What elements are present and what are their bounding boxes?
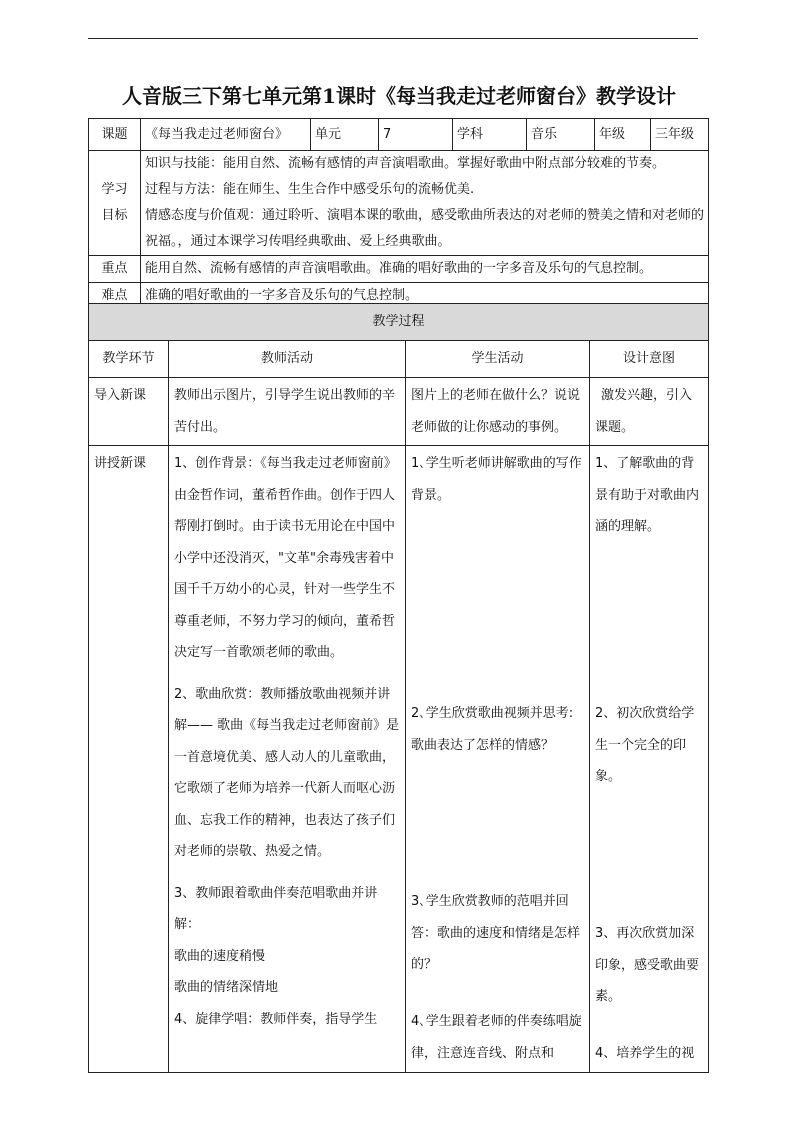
lecture-student: [406, 446, 590, 1073]
intent-block-3: [595, 918, 703, 1038]
teacher-step-1: 1、创作背景：《每当我走过老师窗前》由金哲作词，董希哲作曲。创作于四人帮刚打倒时。由于读书无用论在中国中小学中还没消灭，"文革"余毒残害着中国千千万幼小的心灵，针对一些学生不尊重老师，不努力学习的倾向，董希哲决定写一首歌颂老师的歌曲。: [174, 456, 397, 660]
header-rule: [88, 38, 698, 39]
lecture-teacher: [169, 446, 406, 1073]
student-block-2: [411, 698, 584, 886]
process-title: 教学过程: [89, 304, 709, 341]
intro-intent-text: 激发兴趣，引入课题。: [595, 388, 693, 435]
intro-row: [89, 378, 709, 446]
difficulty-text: 准确的唱好歌曲的一字多音及乐句的气息控制。: [141, 283, 709, 310]
goals-label-line-2: 目标: [101, 208, 128, 223]
lecture-row: [89, 446, 709, 1073]
header-student: 学生活动: [406, 341, 590, 378]
student-block-1: [411, 448, 584, 698]
intent-block-2: [595, 698, 703, 918]
intent-step-3: 3、再次欣赏加深印象，感受歌曲要素。: [595, 926, 700, 1004]
grade-value: 三年级: [651, 119, 709, 151]
info-table: [88, 118, 709, 310]
header-intent: 设计意图: [590, 341, 709, 378]
teacher-step-3a: 歌曲的速度稍慢: [174, 948, 266, 964]
intent-block-1: [595, 448, 703, 698]
intro-stage: 导入新课: [89, 378, 169, 446]
process-title-row: [89, 304, 709, 341]
key-label: 重点: [89, 256, 141, 283]
subject-value: 音乐: [527, 119, 595, 151]
teacher-step-3b: 歌曲的情绪深情地: [174, 980, 279, 995]
student-step-3: 3､学生欣赏教师的范唱并回答：歌曲的速度和情绪是怎样的？: [411, 894, 581, 972]
student-step-4: 4､学生跟着老师的伴奏练唱旋律，注意连音线、附点和: [411, 1014, 582, 1061]
header-stage: 教学环节: [89, 341, 169, 378]
intro-intent: [590, 378, 709, 446]
subject-label: 学科: [453, 119, 527, 151]
topic-label: 课题: [89, 119, 141, 151]
key-row: [89, 256, 709, 283]
unit-value: 7: [379, 119, 453, 151]
difficulty-label: 难点: [89, 283, 141, 310]
goal-knowledge: 知识与技能：能用自然、流畅有感情的声音演唱歌曲。掌握好歌曲中附点部分较难的节奏。: [145, 156, 666, 171]
lecture-intent: [590, 446, 709, 1073]
goals-label: [89, 151, 141, 256]
info-row: [89, 119, 709, 151]
header-teacher: 教师活动: [169, 341, 406, 378]
goals-row: [89, 151, 709, 256]
teacher-step-2: 2、歌曲欣赏：教师播放歌曲视频并讲解—— 歌曲《每当我走过老师窗前》是一首意境优美、感人动人的儿童歌曲，它歌颂了老师为培养一代新人而呕心沥血、忘我工作的精神，也表达了孩子们对老师的崇敬、热爱之情。: [174, 686, 400, 859]
goal-process: 过程与方法：能在师生、生生合作中感受乐句的流畅优美.: [145, 182, 475, 197]
process-table: [88, 303, 709, 1073]
goals-label-line-1: 学习: [101, 182, 128, 197]
student-step-1: 1､学生听老师讲解歌曲的写作背景。: [411, 456, 582, 503]
intent-step-2: 2、初次欣赏给学生一个完全的印象。: [595, 706, 695, 784]
goal-emotion: 情感态度与价值观：通过聆听、演唱本课的歌曲，感受歌曲所表达的对老师的赞美之情和对老师的祝福。，通过本课学习传唱经典歌曲、爱上经典歌曲。: [145, 208, 705, 249]
unit-label: 单元: [311, 119, 379, 151]
topic-value: 《每当我走过老师窗台》: [141, 119, 311, 151]
student-step-2: 2､学生欣赏歌曲视频并思考:歌曲表达了怎样的情感？: [411, 706, 574, 753]
intent-step-1: 1、了解歌曲的背景有助于对歌曲内涵的理解。: [595, 456, 700, 534]
student-block-3: [411, 886, 584, 1006]
intro-teacher: 教师出示图片，引导学生说出教师的辛苦付出。: [169, 378, 406, 446]
intent-step-4: 4、培养学生的视: [595, 1046, 695, 1061]
teacher-step-4: 4、旋律学唱：教师伴奏，指导学生: [174, 1011, 378, 1027]
grade-label: 年级: [595, 119, 651, 151]
intro-student: 图片上的老师在做什么？说说老师做的让你感动的事例。: [406, 378, 590, 446]
process-header-row: [89, 341, 709, 378]
key-text: 能用自然、流畅有感情的声音演唱歌曲。准确的唱好歌曲的一字多音及乐句的气息控制。: [141, 256, 709, 283]
lecture-stage: 讲授新课: [89, 446, 169, 1073]
goals-content: [141, 151, 709, 256]
document-title: 人音版三下第七单元第1课时《每当我走过老师窗台》教学设计: [122, 84, 676, 108]
teacher-step-3: 3、教师跟着歌曲伴奏范唱歌曲并讲解：: [174, 885, 378, 932]
